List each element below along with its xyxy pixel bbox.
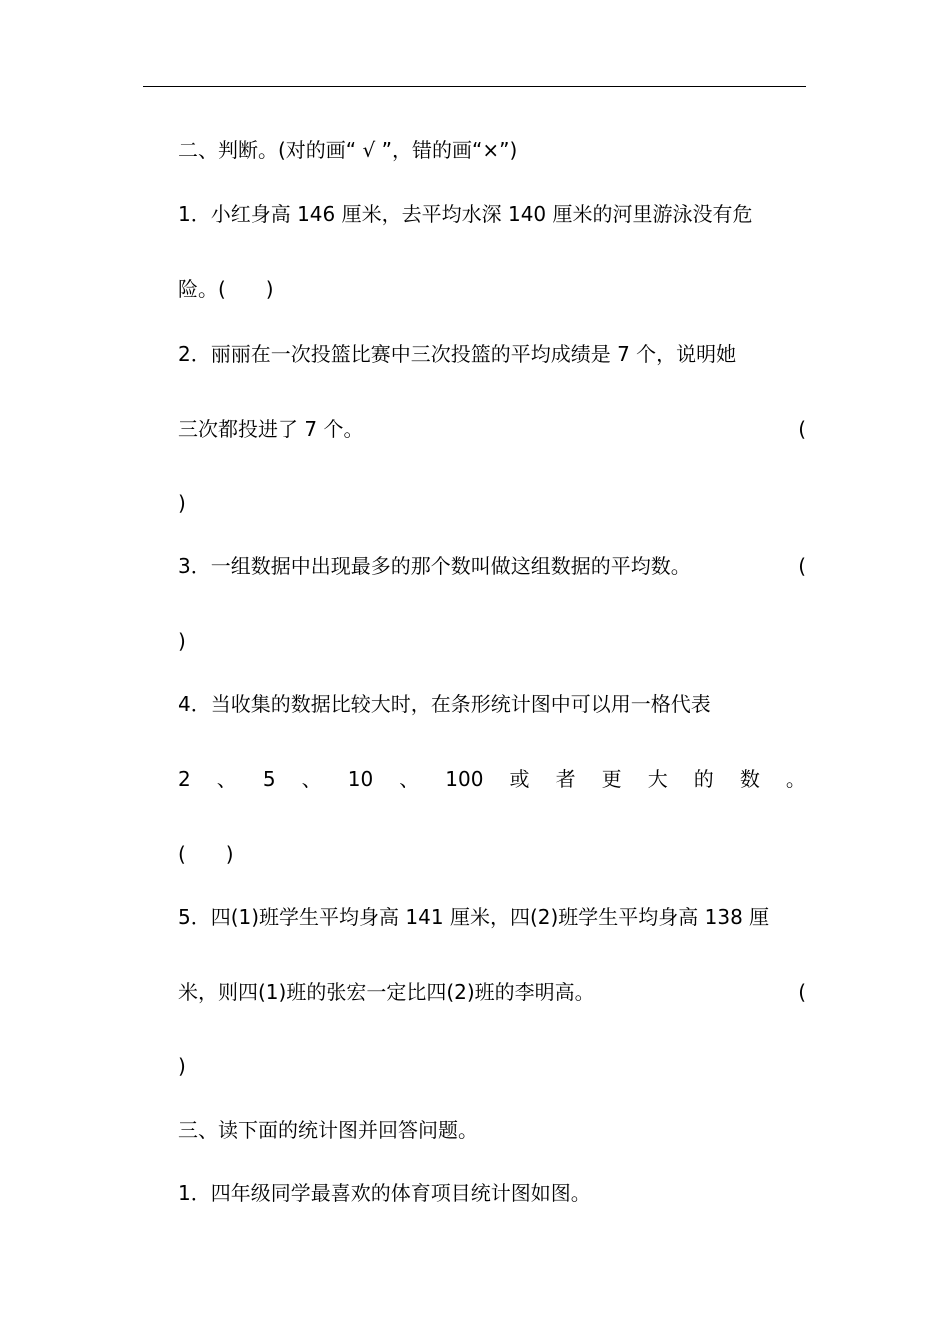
- q3-line1: [178, 553, 806, 579]
- q4-token: 大: [647, 767, 668, 791]
- q4-token: 、: [216, 767, 237, 791]
- q3-open-paren: (: [798, 554, 806, 578]
- q4-token: 5: [262, 767, 276, 791]
- q1-line1: 1．小红身高 146 厘米，去平均水深 140 厘米的河里游泳没有危: [178, 202, 753, 226]
- q4-token: 。: [785, 767, 806, 791]
- q4-token: 者: [555, 767, 576, 791]
- q4-line2: [178, 766, 806, 792]
- q2-open-paren: (: [798, 417, 806, 441]
- q5-close-paren: ): [178, 1054, 186, 1078]
- q2-close-paren: ): [178, 491, 186, 515]
- q2-line1: 2．丽丽在一次投篮比赛中三次投篮的平均成绩是 7 个，说明她: [178, 342, 737, 366]
- q5-open-paren: (: [798, 980, 806, 1004]
- q4-token: 数: [739, 767, 760, 791]
- q4-token: 100: [445, 767, 484, 791]
- q5-line2: [178, 979, 806, 1005]
- q5-line2-text: 米，则四(1)班的张宏一定比四(2)班的李明高。: [178, 980, 595, 1004]
- q4-line1: 4．当收集的数据比较大时，在条形统计图中可以用一格代表: [178, 692, 711, 716]
- q4-token: 或: [509, 767, 530, 791]
- q4-token: 、: [399, 767, 420, 791]
- q4-token: 、: [301, 767, 322, 791]
- q1-line2: 险。( ): [178, 277, 274, 301]
- q4-token: 的: [693, 767, 714, 791]
- q5-line1: 5．四(1)班学生平均身高 141 厘米，四(2)班学生平均身高 138 厘: [178, 905, 770, 929]
- q4-token: 2: [178, 767, 191, 791]
- q3-close-paren: ): [178, 629, 186, 653]
- header-rule: [143, 86, 806, 87]
- q2-line2: [178, 416, 806, 442]
- q4-token: 10: [347, 767, 374, 791]
- section-3-q1: 1．四年级同学最喜欢的体育项目统计图如图。: [178, 1181, 591, 1205]
- q2-line2-text: 三次都投进了 7 个。: [178, 417, 364, 441]
- section-2-heading: 二、判断。(对的画“ √ ”，错的画“×”): [178, 138, 518, 162]
- q4-line3: ( ): [178, 842, 234, 866]
- q4-token: 更: [601, 767, 622, 791]
- q3-text: 3．一组数据中出现最多的那个数叫做这组数据的平均数。: [178, 554, 691, 578]
- section-3-heading: 三、读下面的统计图并回答问题。: [178, 1118, 478, 1142]
